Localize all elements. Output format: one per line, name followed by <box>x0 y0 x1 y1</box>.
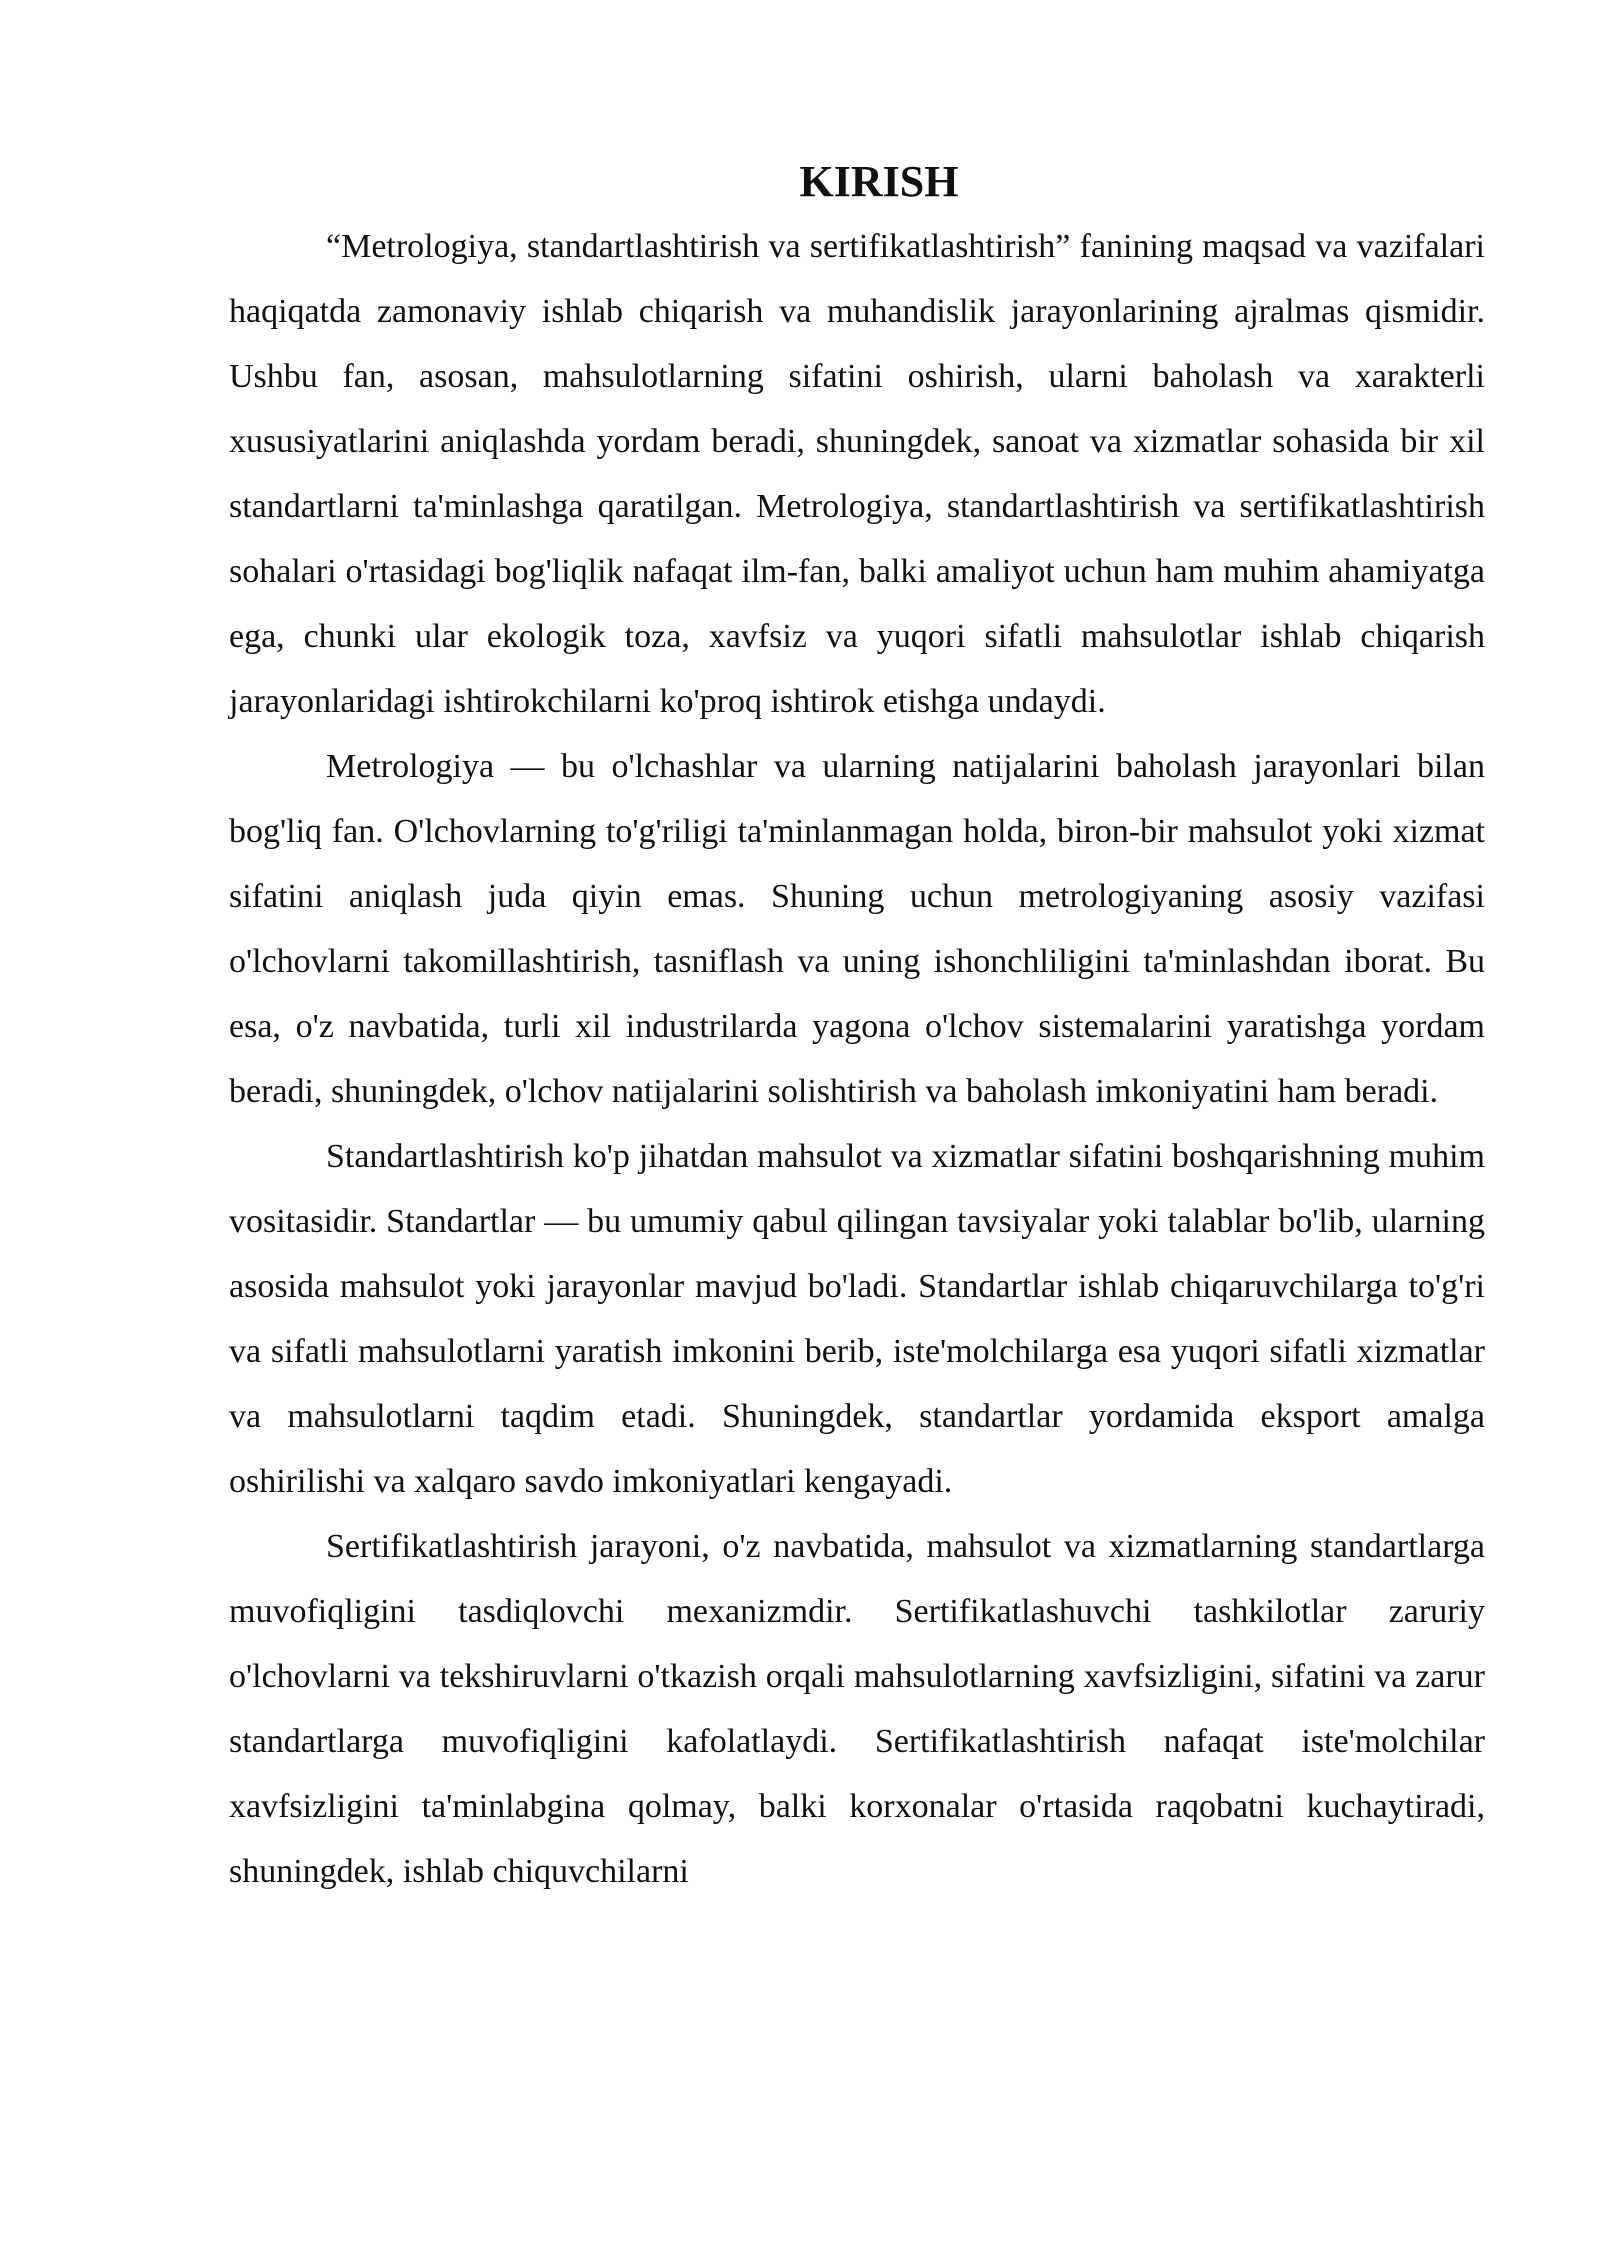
paragraph-metrologiya: Metrologiya — bu o'lchashlar va ularning natijalarini baholash jarayonlari bilan bog'liq fan. O'lchovlarning to'g'riligi ta'minlanmagan holda, biron-bir mahsulot yoki xizmat sifatini aniqlash juda qiyin emas. Shuning uchun metrologiyaning asosiy vazifasi o'lchovlarni takomillashtirish, tasniflash va uning ishonchliligini ta'minlashdan iborat. Bu esa, o'z navbatida, turli xil industrilarda yagona o'lchov sistemalarini yaratishga yordam beradi, shuningdek, o'lchov natijalarini solishtirish va baholash imkoniyatini ham beradi. <box>229 748 1485 1110</box>
paragraph-sertifikatlashtirish: Sertifikatlashtirish jarayoni, o'z navbatida, mahsulot va xizmatlarning standartlarga muvofiqligini tasdiqlovchi mexanizmdir. Sertifikatlashuvchi tashkilotlar zaruriy o'lchovlarni va tekshiruvlarni o'tkazish orqali mahsulotlarning xavfsizligini, sifatini va zarur standartlarga muvofiqligini kafolatlaydi. Sertifikatlashtirish nafaqat iste'molchilar xavfsizligini ta'minlabgina qolmay, balki korxonalar o'rtasida raqobatni kuchaytiradi, shuningdek, ishlab chiquvchilarni <box>229 1528 1485 1890</box>
page-title: KIRISH <box>799 157 959 206</box>
paragraph-intro: “Metrologiya, standartlashtirish va sertifikatlashtirish” fanining maqsad va vazifalari haqiqatda zamonaviy ishlab chiqarish va muhandislik jarayonlarining ajralmas qismidir. Ushbu fan, asosan, mahsulotlarning sifatini oshirish, ularni baholash va xarakterli xususiyatlarini aniqlashda yordam beradi, shuningdek, sanoat va xizmatlar sohasida bir xil standartlarni ta'minlashga qaratilgan. Metrologiya, standartlashtirish va sertifikatlashtirish sohalari o'rtasidagi bog'liqlik nafaqat ilm-fan, balki amaliyot uchun ham muhim ahamiyatga ega, chunki ular ekologik toza, xavfsiz va yuqori sifatli mahsulotlar ishlab chiqarish jarayonlaridagi ishtirokchilarni ko'proq ishtirok etishga undaydi. <box>229 228 1485 720</box>
document-body <box>229 150 1485 1904</box>
paragraph-standartlashtirish: Standartlashtirish ko'p jihatdan mahsulot va xizmatlar sifatini boshqarishning muhim vositasidir. Standartlar — bu umumiy qabul qilingan tavsiyalar yoki talablar bo'lib, ularning asosida mahsulot yoki jarayonlar mavjud bo'ladi. Standartlar ishlab chiqaruvchilarga to'g'ri va sifatli mahsulotlarni yaratish imkonini berib, iste'molchilarga esa yuqori sifatli xizmatlar va mahsulotlarni taqdim etadi. Shuningdek, standartlar yordamida eksport amalga oshirilishi va xalqaro savdo imkoniyatlari kengayadi. <box>229 1138 1485 1500</box>
